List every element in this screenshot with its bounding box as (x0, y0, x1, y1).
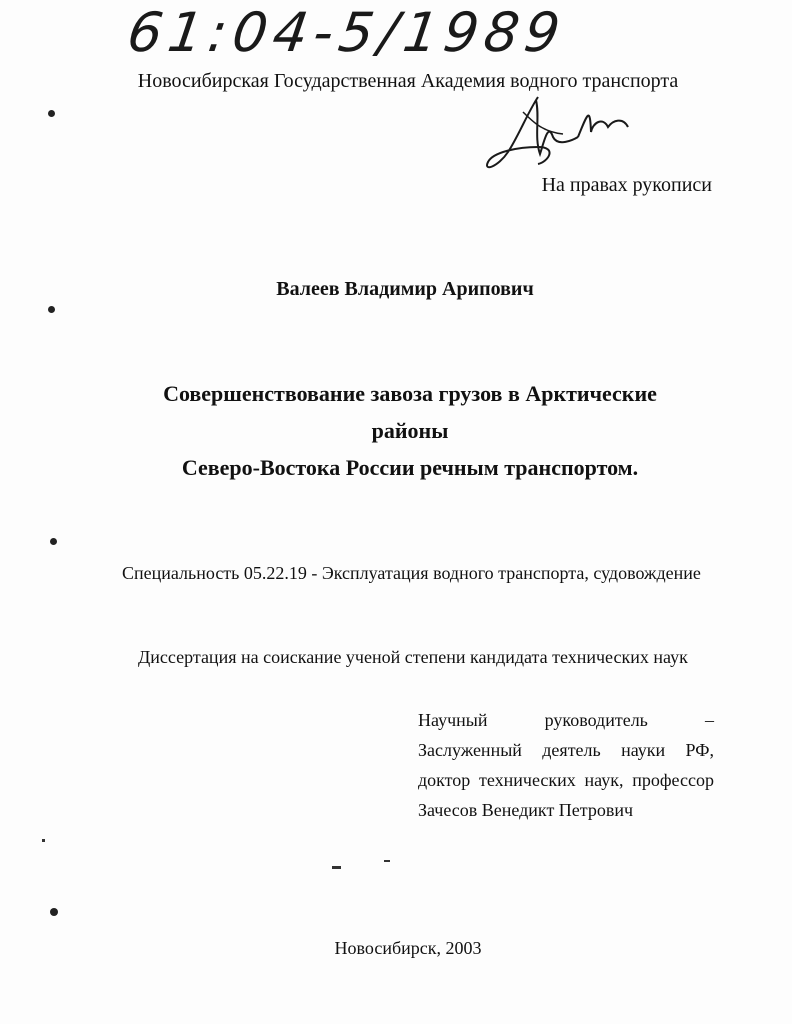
archive-number: 61:04-5/1989 (123, 1, 570, 64)
margin-dot (48, 110, 55, 117)
advisor-word: технических (479, 770, 576, 790)
dissertation-title (0, 375, 792, 486)
handwritten-signature-icon (478, 92, 648, 177)
advisor-word: – (704, 710, 714, 730)
scan-speck (332, 866, 341, 869)
margin-dot (50, 908, 58, 916)
city-and-year: Новосибирск, 2003 (334, 938, 482, 958)
advisor-word: науки (621, 740, 666, 760)
margin-dot (48, 306, 55, 313)
scan-speck (42, 839, 45, 842)
advisor-name: Зачесов Венедикт Петрович (418, 800, 634, 820)
scan-speck (384, 860, 390, 862)
advisor-word: Заслуженный (418, 740, 522, 760)
title-line-1: Совершенствование завоза грузов в Арктические (163, 381, 657, 406)
advisor-word: РФ, (685, 740, 714, 760)
advisor-word: наук, (584, 770, 624, 790)
dissertation-degree-line: Диссертация на соискание ученой степени кандидата технических наук (138, 647, 688, 667)
advisor-word: деятель (542, 740, 601, 760)
advisor-word: профессор (632, 770, 714, 790)
advisor-word: руководитель (544, 710, 648, 730)
institution-name: Новосибирская Государственная Академия водного транспорта (137, 70, 679, 92)
manuscript-note: На правах рукописи (541, 174, 712, 196)
specialty-line: Специальность 05.22.19 - Эксплуатация водного транспорта, судовождение (122, 563, 701, 583)
advisor-line-2 (418, 735, 714, 765)
advisor-word: Научный (418, 710, 488, 730)
advisor-line-3 (418, 765, 714, 795)
title-line-3: Северо-Востока России речным транспортом. (181, 455, 639, 480)
scientific-advisor (418, 705, 714, 825)
author-name: Валеев Владимир Арипович (276, 278, 534, 300)
advisor-line-1 (418, 705, 714, 735)
title-line-2: районы (371, 418, 449, 443)
margin-dot (50, 538, 57, 545)
advisor-word: доктор (418, 770, 471, 790)
